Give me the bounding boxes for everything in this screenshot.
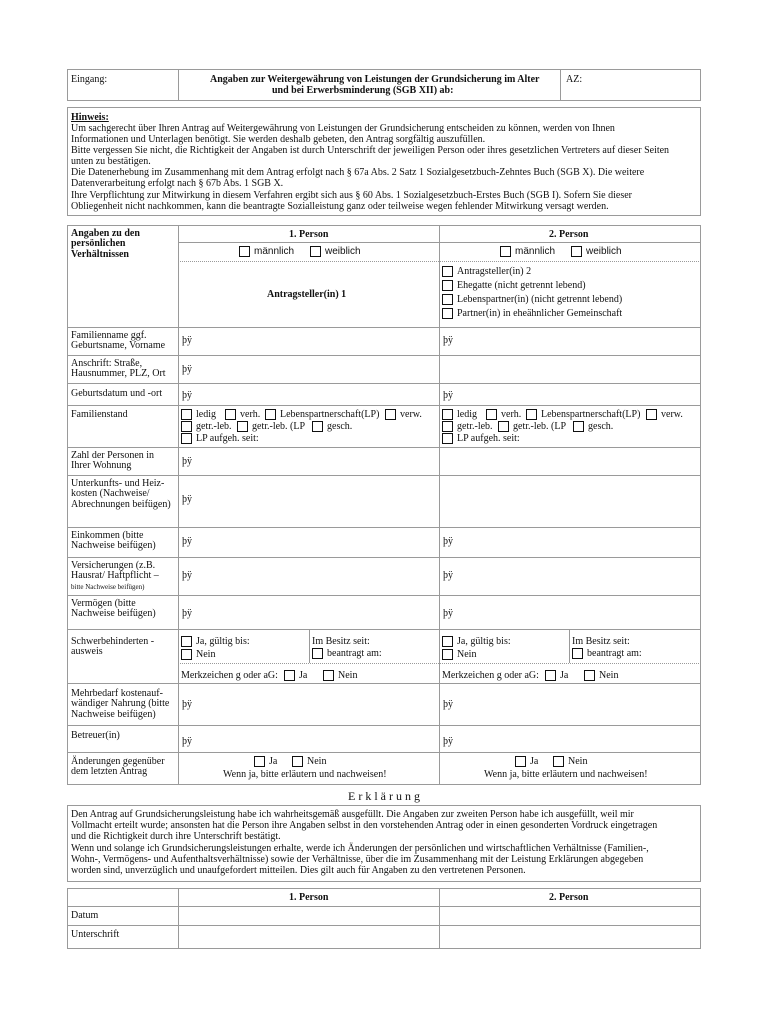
unterschrift-field-p2[interactable]	[440, 926, 700, 948]
versicherungen-field-p2[interactable]: þÿ	[443, 570, 453, 581]
row-label-familienname: Familienname ggf. Geburtsname, Vorname	[71, 330, 166, 352]
getr-checkbox-p2[interactable]	[442, 421, 453, 432]
schwb-ja-checkbox-p1[interactable]	[181, 636, 192, 647]
vermoegen-field-p2[interactable]: þÿ	[443, 608, 453, 619]
hinweis-line: Bitte vergessen Sie nicht, die Richtigkeit der Angaben ist durch Unterschrift der jeweiligen Person oder ihres gesetzlichen Vertreters auf dieser Seiten	[71, 145, 670, 156]
unterkunft-field[interactable]: þÿ	[182, 494, 192, 505]
hinweis-heading: Hinweis:	[71, 112, 109, 123]
gesch-label: gesch.	[327, 421, 353, 432]
aenderungen-note: Wenn ja, bitte erläutern und nachweisen!	[223, 769, 387, 780]
signature-header-person2: 2. Person	[549, 892, 589, 903]
hinweis-line: Datenverarbeitung erfolgt nach § 67b Abs. 1 SGB X.	[71, 178, 284, 189]
merkzeichen-ja-label: Ja	[299, 670, 308, 681]
getr-label: getr.-leb.	[196, 421, 232, 432]
ledig-checkbox-p1[interactable]	[181, 409, 192, 420]
merkzeichen-ja-checkbox-p2[interactable]	[545, 670, 556, 681]
schwb-ja-label: Ja, gültig bis:	[196, 636, 250, 647]
getr-lp-label: getr.-leb. (LP	[513, 421, 567, 432]
merkzeichen-label: Merkzeichen g oder aG:	[181, 670, 278, 681]
aenderungen-ja-checkbox-p1[interactable]	[254, 756, 265, 767]
maennlich-label: männlich	[254, 246, 295, 257]
gesch-checkbox-p1[interactable]	[312, 421, 323, 432]
lp-aufgeh-label: LP aufgeh. seit:	[457, 433, 520, 444]
column-header-person2: 2. Person	[549, 229, 589, 240]
merkzeichen-nein-label: Nein	[599, 670, 619, 681]
merkzeichen-label: Merkzeichen g oder aG:	[442, 670, 539, 681]
verh-label: verh.	[501, 409, 522, 420]
lp-checkbox-p2[interactable]	[526, 409, 537, 420]
im-besitz-label: Im Besitz seit:	[312, 636, 370, 647]
hinweis-line: unten zu bestätigen.	[71, 156, 151, 167]
lp-label: Lebenspartnerschaft(LP)	[280, 409, 380, 420]
ledig-checkbox-p2[interactable]	[442, 409, 453, 420]
schwb-ja-checkbox-p2[interactable]	[442, 636, 453, 647]
role-label: Lebenspartner(in) (nicht getrennt lebend)	[457, 294, 623, 305]
erklaerung-line: Vollmacht erteilt wurde; ansonsten hat die Person ihre Angaben selbst in den vorstehenden Antrag oder in einen gesonderten Vordruck eingetragen	[71, 820, 658, 831]
row-label-unterkunft: Unterkunfts- und Heiz-kosten (Nachweise/ Abrechnungen beifügen)	[71, 478, 171, 510]
aenderungen-nein-checkbox-p2[interactable]	[553, 756, 564, 767]
role-label: Antragsteller(in) 2	[457, 266, 532, 277]
aenderungen-nein-checkbox-p1[interactable]	[292, 756, 303, 767]
hinweis-line: Informationen und Unterlagen benötigt. Sie werden deshalb gebeten, den Antrag sorgfältig auszufüllen.	[71, 134, 486, 145]
role-antragsteller2-checkbox[interactable]	[442, 266, 453, 277]
beantragt-label: beantragt am:	[327, 648, 382, 659]
row-label-betreuer: Betreuer(in)	[71, 730, 120, 741]
verh-label: verh.	[240, 409, 261, 420]
role-lebenspartner-checkbox[interactable]	[442, 294, 453, 305]
merkzeichen-nein-label: Nein	[338, 670, 358, 681]
role-ehegatte-checkbox[interactable]	[442, 280, 453, 291]
familienname-field-p2[interactable]: þÿ	[443, 335, 453, 346]
getr-lp-checkbox-p1[interactable]	[237, 421, 248, 432]
hinweis-line: Die Datenerhebung im Zusammenhang mit dem Antrag erfolgt nach § 67a Abs. 2 Satz 1 Sozialgesetzbuch-Zehntes Buch (SGB X). Die weitere	[71, 167, 645, 178]
zahl-personen-field[interactable]: þÿ	[182, 456, 192, 467]
einkommen-field-p2[interactable]: þÿ	[443, 536, 453, 547]
form-title-line1: Angaben zur Weitergewährung von Leistungen der Grundsicherung im Alter	[210, 74, 540, 85]
schwb-nein-checkbox-p2[interactable]	[442, 649, 453, 660]
datum-field-p2[interactable]	[440, 907, 700, 924]
weiblich-label: weiblich	[586, 246, 622, 257]
row-label-anschrift: Anschrift: Straße, Hausnummer, PLZ, Ort	[71, 358, 166, 380]
lp-aufgeh-label: LP aufgeh. seit:	[196, 433, 259, 444]
erklaerung-line: Wenn und solange ich Grundsicherungsleistungen erhalte, werde ich Änderungen der persönlichen und wirtschaftlichen Verhältnisse (Familien-,	[71, 843, 649, 854]
ledig-label: ledig	[196, 409, 216, 420]
row-label-schwerbehinderten: Schwerbehinderten - ausweis	[71, 636, 155, 658]
row-label-versicherungen-small: bitte Nachweise beifügen)	[71, 583, 145, 591]
beantragt-label: beantragt am:	[587, 648, 642, 659]
erklaerung-heading: E r k l ä r u n g	[348, 789, 420, 803]
form-title-line2: und bei Erwerbsminderung (SGB XII) ab:	[272, 85, 454, 96]
role-label: Partner(in) in eheähnlicher Gemeinschaft	[457, 308, 623, 319]
role-label: Ehegatte (nicht getrennt lebend)	[457, 280, 586, 291]
verw-checkbox-p1[interactable]	[385, 409, 396, 420]
beantragt-checkbox-p2[interactable]	[572, 648, 583, 659]
anschrift-field[interactable]: þÿ	[182, 364, 192, 375]
aenderungen-ja-label: Ja	[530, 756, 539, 767]
row-label-aenderungen: Änderungen gegenüber dem letzten Antrag	[71, 756, 165, 778]
maennlich-checkbox-p2[interactable]	[500, 246, 511, 257]
gesch-label: gesch.	[588, 421, 614, 432]
erklaerung-line: Den Antrag auf Grundsicherungsleistung habe ich wahrheitsgemäß ausgefüllt. Die Angaben zur zweiten Person habe ich ausgefüllt, weil mir	[71, 809, 634, 820]
row-label-familienstand: Familienstand	[71, 409, 128, 420]
lp-aufgeh-checkbox-p2[interactable]	[442, 433, 453, 444]
row-label-zahl-personen: Zahl der Personen in Ihrer Wohnung	[71, 450, 155, 472]
verw-checkbox-p2[interactable]	[646, 409, 657, 420]
merkzeichen-ja-label: Ja	[560, 670, 569, 681]
aenderungen-ja-checkbox-p2[interactable]	[515, 756, 526, 767]
verh-checkbox-p1[interactable]	[225, 409, 236, 420]
aenderungen-nein-label: Nein	[307, 756, 327, 767]
im-besitz-label: Im Besitz seit:	[572, 636, 630, 647]
datum-label: Datum	[71, 910, 99, 921]
erklaerung-line: und die Richtigkeit durch ihre Unterschrift bestätigt.	[71, 831, 281, 842]
merkzeichen-nein-checkbox-p1[interactable]	[323, 670, 334, 681]
weiblich-label: weiblich	[325, 246, 361, 257]
aenderungen-ja-label: Ja	[269, 756, 278, 767]
weiblich-checkbox-p2[interactable]	[571, 246, 582, 257]
beantragt-checkbox-p1[interactable]	[312, 648, 323, 659]
erklaerung-line: worden sind, unverzüglich und unaufgefordert mitteilen. Dies gilt auch für Angaben zu den vertretenen Personen.	[71, 865, 526, 876]
getr-lp-label: getr.-leb. (LP	[252, 421, 306, 432]
maennlich-checkbox-p1[interactable]	[239, 246, 250, 257]
hinweis-line: Ihre Verpflichtung zur Mitwirkung in diesem Verfahren ergibt sich aus § 60 Abs. 1 Sozialgesetzbuch-Erstes Buch (SGB I). Sofern Sie dieser	[71, 190, 632, 201]
einkommen-field-p1[interactable]: þÿ	[182, 536, 192, 547]
row-label-mehrbedarf: Mehrbedarf kostenauf-wändiger Nahrung (bitte Nachweise beifügen)	[71, 688, 170, 720]
familienname-field-p1[interactable]: þÿ	[182, 335, 192, 346]
schwb-nein-label: Nein	[457, 649, 477, 660]
schwb-ja-label: Ja, gültig bis:	[457, 636, 511, 647]
verw-label: verw.	[400, 409, 422, 420]
getr-lp-checkbox-p2[interactable]	[498, 421, 509, 432]
unterschrift-field-p1[interactable]	[179, 926, 438, 948]
gesch-checkbox-p2[interactable]	[573, 421, 584, 432]
geburtsdatum-field-p2[interactable]: þÿ	[443, 390, 453, 401]
datum-field-p1[interactable]	[179, 907, 438, 924]
versicherungen-field-p1[interactable]: þÿ	[182, 570, 192, 581]
column-header-person1: 1. Person	[289, 229, 329, 240]
unterschrift-label: Unterschrift	[71, 929, 120, 940]
betreuer-field-p1[interactable]: þÿ	[182, 736, 192, 747]
az-label: AZ:	[566, 74, 583, 85]
mehrbedarf-field-p1[interactable]: þÿ	[182, 699, 192, 710]
merkzeichen-ja-checkbox-p1[interactable]	[284, 670, 295, 681]
hinweis-line: Obliegenheit nicht nachkommen, kann die beantragte Sozialleistung ganz oder teilweise wegen fehlender Mitwirkung versagt werden.	[71, 201, 609, 212]
row-label-vermoegen: Vermögen (bitte Nachweise beifügen)	[71, 598, 156, 620]
role-partner-checkbox[interactable]	[442, 308, 453, 319]
schwb-nein-label: Nein	[196, 649, 216, 660]
hinweis-line: Um sachgerecht über Ihren Antrag auf Weitergewährung von Leistungen der Grundsicherung entscheiden zu können, werden von Ihnen	[71, 123, 615, 134]
lp-aufgeh-checkbox-p1[interactable]	[181, 433, 192, 444]
section-label-personal: Angaben zu den persönlichen Verhältnissen	[71, 228, 140, 260]
eingang-label: Eingang:	[71, 74, 108, 85]
merkzeichen-nein-checkbox-p2[interactable]	[584, 670, 595, 681]
schwb-nein-checkbox-p1[interactable]	[181, 649, 192, 660]
mehrbedarf-field-p2[interactable]: þÿ	[443, 699, 453, 710]
weiblich-checkbox-p1[interactable]	[310, 246, 321, 257]
getr-label: getr.-leb.	[457, 421, 493, 432]
maennlich-label: männlich	[515, 246, 556, 257]
row-label-einkommen: Einkommen (bitte Nachweise beifügen)	[71, 530, 156, 552]
row-label-geburtsdatum: Geburtsdatum und -ort	[71, 388, 163, 399]
antragsteller1-label: Antragsteller(in) 1	[267, 289, 347, 300]
ledig-label: ledig	[457, 409, 477, 420]
geburtsdatum-field-p1[interactable]: þÿ	[182, 390, 192, 401]
row-label-versicherungen: Versicherungen (z.B. Hausrat/ Haftpflicht –	[71, 560, 159, 582]
erklaerung-line: Wohn-, Vermögens- und Aufenthaltsverhältnisse) sowie der Verhältnisse, über die im Zusammenhang mit der Leistung Erklärungen abgegeben	[71, 854, 644, 865]
aenderungen-nein-label: Nein	[568, 756, 588, 767]
lp-label: Lebenspartnerschaft(LP)	[541, 409, 641, 420]
aenderungen-note: Wenn ja, bitte erläutern und nachweisen!	[484, 769, 648, 780]
verh-checkbox-p2[interactable]	[486, 409, 497, 420]
signature-header-person1: 1. Person	[289, 892, 329, 903]
lp-checkbox-p1[interactable]	[265, 409, 276, 420]
verw-label: verw.	[661, 409, 683, 420]
betreuer-field-p2[interactable]: þÿ	[443, 736, 453, 747]
vermoegen-field-p1[interactable]: þÿ	[182, 608, 192, 619]
getr-checkbox-p1[interactable]	[181, 421, 192, 432]
